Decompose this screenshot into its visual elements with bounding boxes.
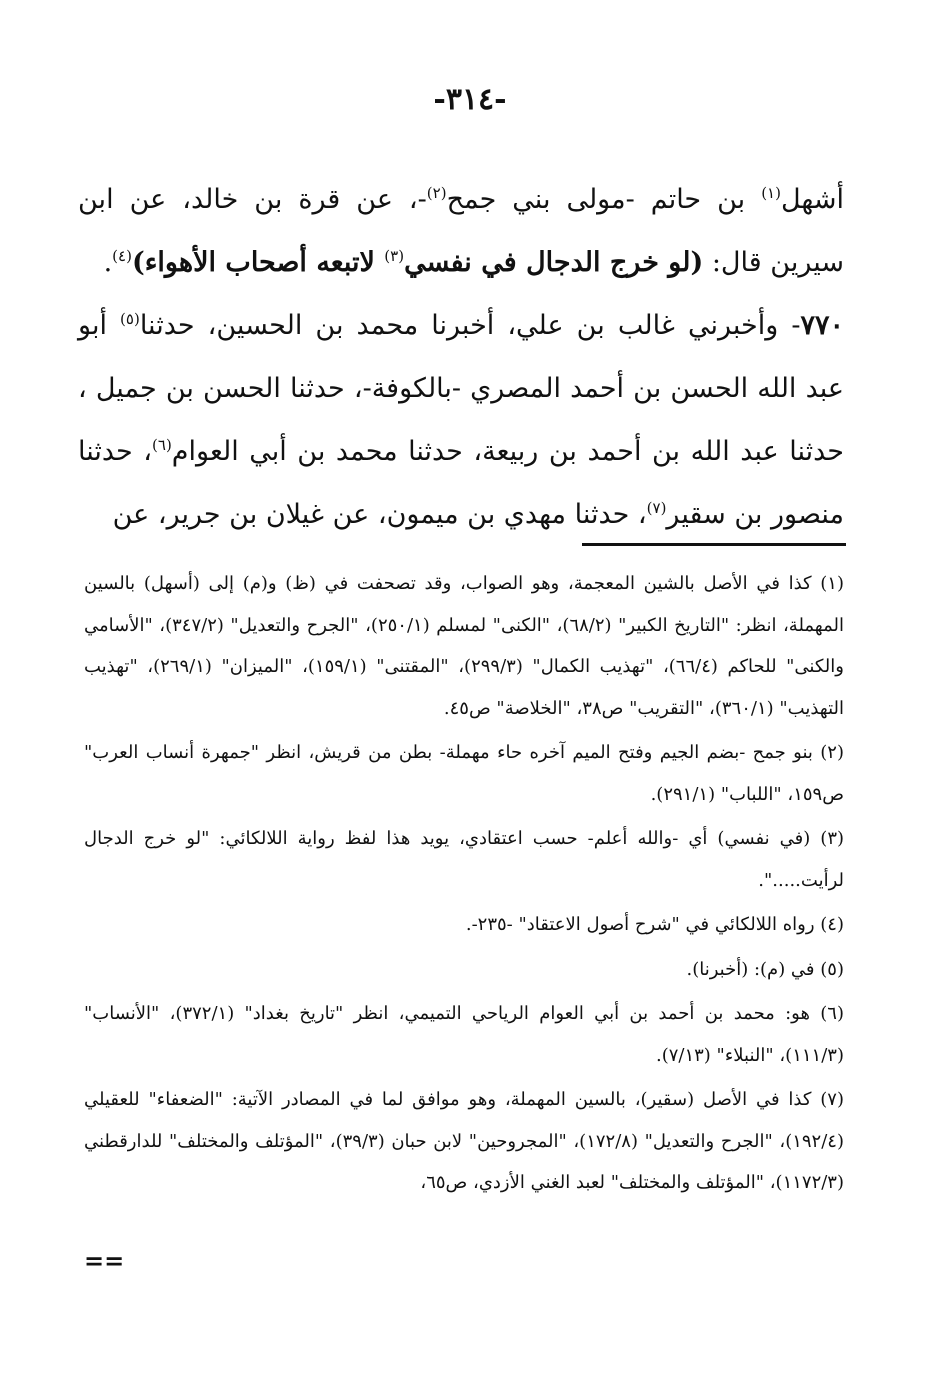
paragraph-2 (78, 294, 844, 546)
footnote-ref-6[interactable]: (٦) (152, 436, 172, 454)
footnote-ref-2[interactable]: (٢) (426, 184, 447, 202)
footnote-1: (١) كذا في الأصل بالشين المعجمة، وهو الصواب، وقد تصحفت في (ظ) و(م) إلى (أسهل) بالسين المهملة، انظر: "التاريخ الكبير" (٦٨/٢)، "الكنى" لمسلم (٢٥٠/١)، "الجرح والتعديل" (٣٤٧/٢)، "الأسامي والكنى" للحاكم (٦٦/٤)، "تهذيب الكمال" (٢٩٩/٣)، "المقتنى" (١٥٩/١)، "الميزان" (٢٦٩/١)، "تهذيب التهذيب" (٣٦٠/١)، "التقريب" ص٣٨، "الخلاصة" ص٤٥. (84, 573, 844, 719)
footnote-2: (٢) بنو جمح -بضم الجيم وفتح الميم آخره حاء مهملة- بطن من قريش، انظر "جمهرة أنساب العرب" ص١٥٩، "اللباب" (٢٩١/١). (84, 742, 844, 805)
page-number: -٣١٤- (433, 82, 507, 117)
text-run: ، حدثنا منصور بن سقير (78, 436, 844, 530)
narration-number: ٧٧٠ (800, 310, 844, 341)
footnote-4: (٤) رواه اللالكائي في "شرح أصول الاعتقاد" -٢٣٥-. (465, 914, 844, 935)
footnote-6: (٦) هو: محمد بن أحمد بن أبي العوام الرياحي التميمي، انظر "تاريخ بغداد" (٣٧٢/١)، "الأنساب" (١١١/٣)، "النبلاء" (٧/١٣). (84, 1003, 844, 1066)
quote-text: لاتبعه أصحاب الأهواء) (131, 247, 385, 278)
footnote-3: (٣) (في نفسي) أي -والله أعلم- حسب اعتقادي، يويد هذا لفظ رواية اللالكائي: "لو خرج الدجال لرأيت.....". (84, 828, 845, 891)
footnote-ref-7[interactable]: (٧) (646, 499, 667, 517)
main-text (78, 168, 844, 546)
text-run: -، عن قرة بن خالد، عن ابن سيرين قال: (78, 184, 844, 278)
footnote-divider (582, 543, 846, 546)
text-run: . (103, 247, 113, 278)
paragraph-1 (78, 168, 844, 294)
footnote-5: (٥) في (م): (أخبرنا). (686, 958, 844, 980)
quote-text: (لو خرج الدجال في نفسي (404, 247, 704, 278)
continuation-mark: == (84, 1246, 125, 1275)
text-run: بن حاتم -مولى بني جمح (446, 184, 762, 215)
text-run: ، حدثنا مهدي بن ميمون، عن غيلان بن جرير، عن (112, 499, 647, 530)
text-run: - وأخبرني غالب بن علي، أخبرنا محمد بن الحسين، حدثنا (139, 310, 801, 341)
footnote-ref-3[interactable]: (٣) (384, 247, 405, 265)
text-run: أبو عبد الله الحسن بن أحمد المصري -بالكوفة-، حدثنا الحسن بن جميل ، حدثنا عبد الله بن أحمد بن ربيعة، حدثنا محمد بن أبي العوام (78, 310, 844, 467)
footnote-ref-1[interactable]: (١) (761, 184, 781, 202)
footnote-7: (٧) كذا في الأصل (سقير)، بالسين المهملة، وهو موافق لما في المصادر الآتية: "الضعفاء" للعقيلي (١٩٢/٤)، "الجرح والتعديل" (١٧٢/٨)، "المجروحين" لابن حبان (٣٩/٣)، "المؤتلف والمختلف" للدارقطني (١١٧٢/٣)، "المؤتلف والمختلف" لعبد الغني الأزدي، ص٦٥، (84, 1089, 844, 1193)
text-run: أشهل (780, 184, 844, 215)
footnotes (84, 563, 844, 1207)
footnote-ref-4[interactable]: (٤) (112, 247, 132, 265)
footnote-ref-5[interactable]: (٥) (120, 310, 140, 328)
